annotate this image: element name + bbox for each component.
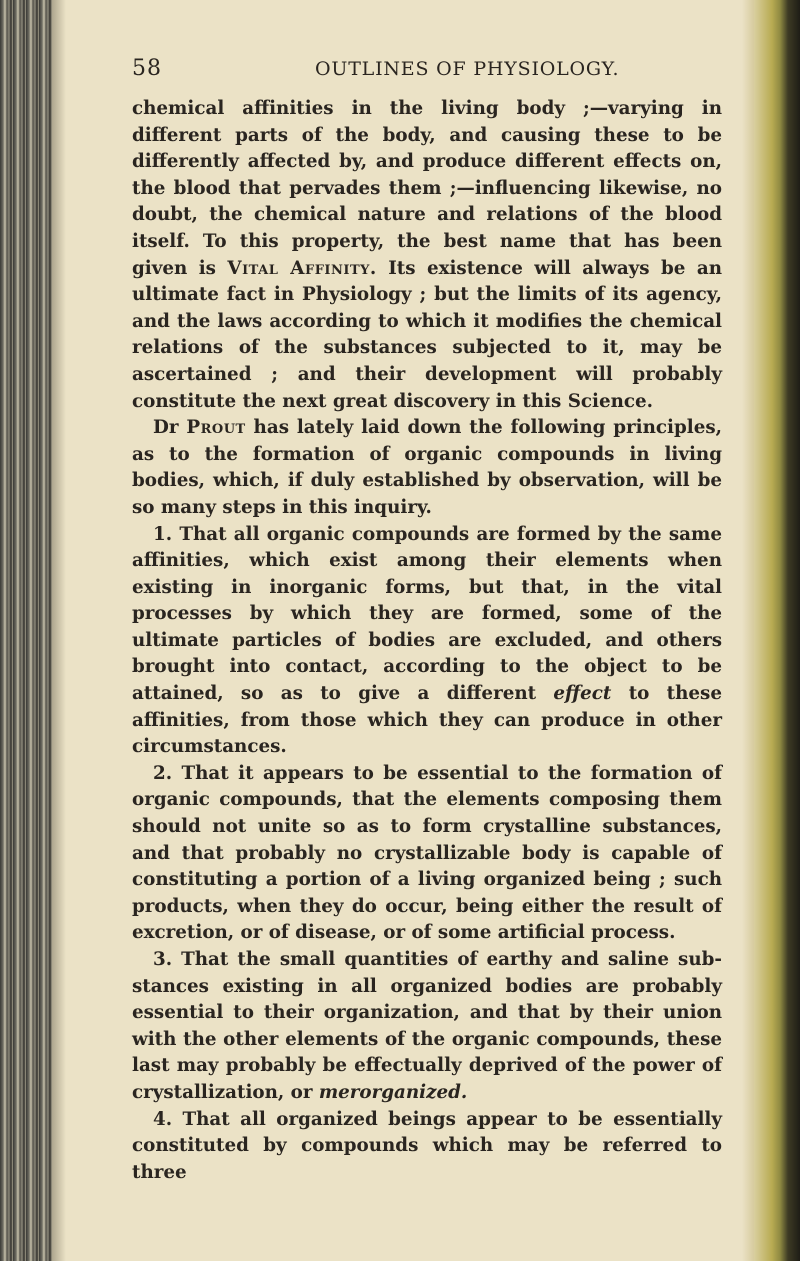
principle-1 — [132, 522, 722, 761]
paragraph-text: Dr — [153, 417, 187, 439]
running-title: OUTLINES OF PHYSIOLOGY. — [315, 58, 620, 80]
paragraph-vital-affinity — [132, 96, 722, 415]
emphasis-merorganized: merorganized. — [318, 1081, 468, 1103]
paragraph-text: 1. That all organic compounds are formed by the same affinities, which exist among their elements when existing in inorganic forms, but that, in the vital processes by which they are formed, some of the ultimate particles of bodies are excluded, and others brought into contact, according to the object to be attained, so as to give a different — [132, 523, 722, 705]
term-vital-affinity: Vital Affinity. — [227, 257, 377, 279]
principle-3 — [132, 947, 722, 1107]
book-page — [132, 56, 722, 1186]
paragraph-text: Its existence will always be an ultimate fact in Physiology ; but the limits of its agency, and the laws according to which it modifies the chemical relations of the substances subjected to it, may be ascertained ; and their development will probably constitute the next great discovery in this Science. — [132, 257, 723, 412]
paragraph-text: 3. That the small quantities of earthy and saline substances existing in all organized bodies are probably essential to their organization, and that by their union with the other elements of the organic compounds, these last may probably be effectually deprived of the power of crystallization, or — [132, 949, 722, 1103]
book-binding-gutter — [0, 0, 52, 1261]
page-edge-shadow — [754, 0, 800, 1261]
page-number: 58 — [132, 56, 162, 81]
principle-4: 4. That all organized beings appear to be essentially constituted by compounds which may be referred to three — [132, 1108, 722, 1183]
body-text — [132, 96, 722, 1186]
emphasis-effect: effect — [553, 683, 612, 705]
name-prout: Prout — [186, 417, 246, 439]
principle-2: 2. That it appears to be essential to the formation of organic compounds, that the elements composing them should not unite so as to form crystalline substances, and that probably no crystallizable body is capable of constituting a portion of a living organized being ; such products, when they do occur, being either the result of excretion, or of disease, or of some artificial process. — [132, 762, 722, 944]
page-header — [132, 56, 722, 90]
paragraph-prout — [132, 415, 722, 521]
paragraph-text: chemical affinities in the living body ;—varying in different parts of the body, and causing these to be differently affected by, and produce different effects on, the blood that pervades them ;—influencing likewise, no doubt, the chemical nature and relations of the blood itself. To this property, the best name that has been given is — [132, 98, 722, 279]
paragraph-text: has lately laid down the following principles, as to the formation of organic compounds in living bodies, which, if duly established by observation, will be so many steps in this inquiry. — [132, 417, 722, 518]
paragraph-text: to these affinities, from those which they can produce in other circumstances. — [132, 683, 722, 758]
